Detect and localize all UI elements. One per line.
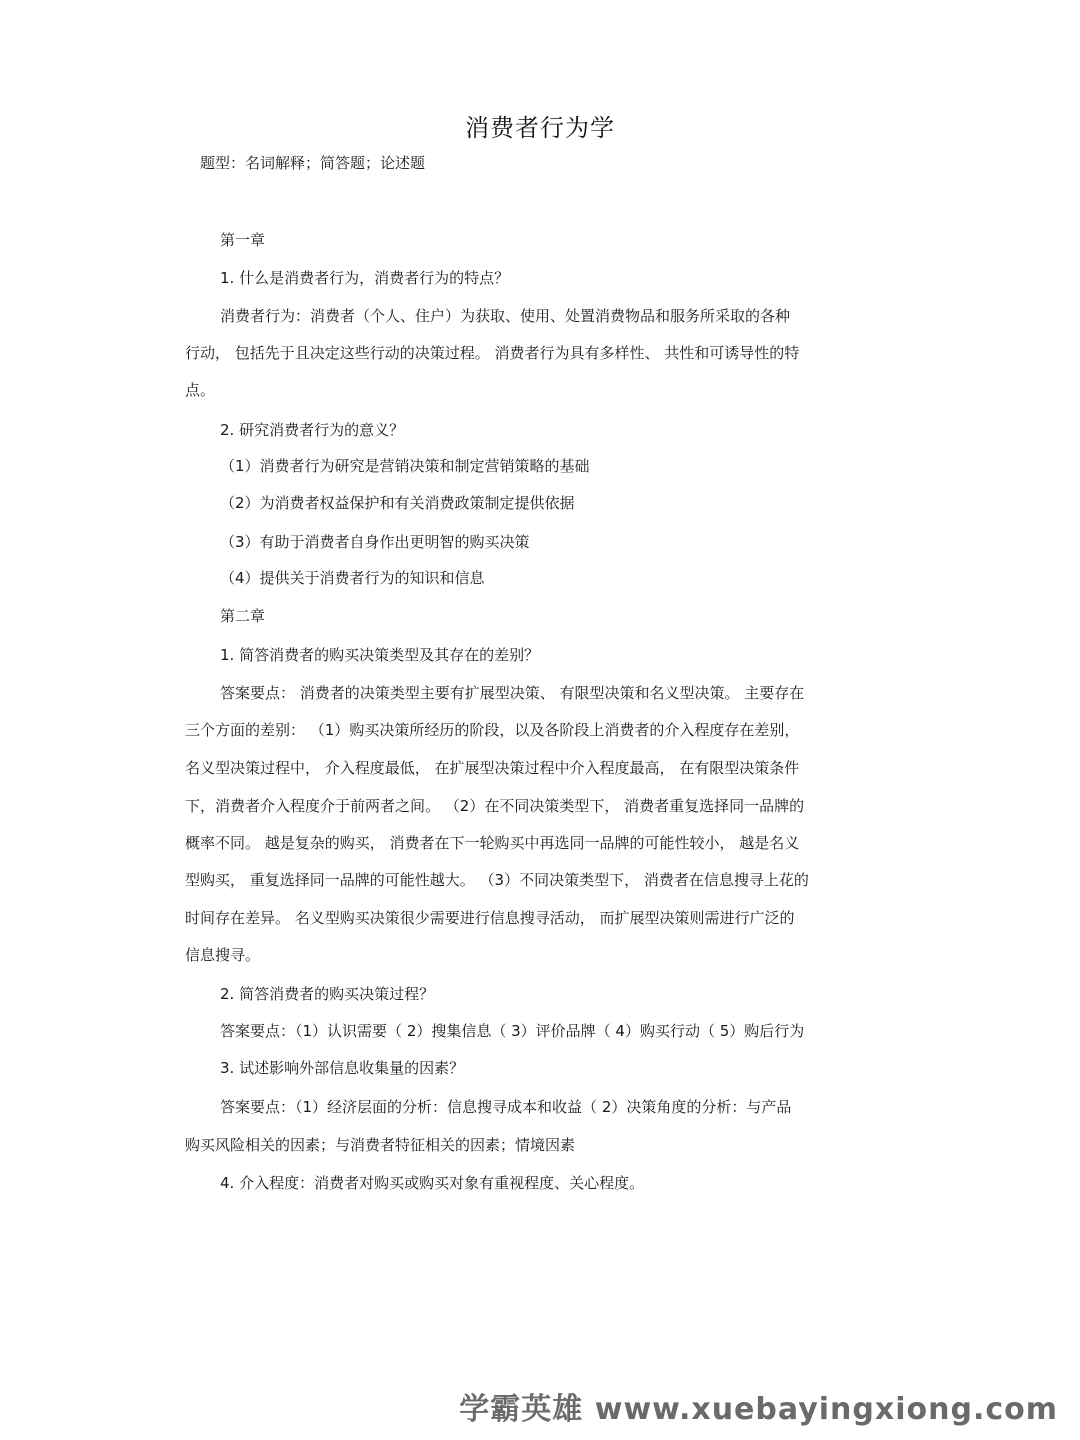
- site-watermark: 学霸英雄 www.xuebayingxiong.com: [459, 1392, 1058, 1427]
- answer-line: 三个方面的差别： （1）购买决策所经历的阶段，以及各阶段上消费者的介入程度存在差别，: [185, 721, 800, 739]
- answer-line: 名义型决策过程中， 介入程度最低， 在扩展型决策过程中介入程度最高， 在有限型决策条件: [185, 759, 800, 777]
- answer-line: 下，消费者介入程度介于前两者之间。 （2）在不同决策类型下， 消费者重复选择同一品牌的: [185, 797, 805, 815]
- answer-line: 购买风险相关的因素；与消费者特征相关的因素；情境因素: [185, 1136, 576, 1154]
- question-line: 2. 研究消费者行为的意义？: [220, 421, 405, 439]
- answer-line: 行动， 包括先于且决定这些行动的决策过程。 消费者行为具有多样性、 共性和可诱导性的特: [185, 344, 800, 362]
- list-item: （3）有助于消费者自身作出更明智的购买决策: [220, 533, 530, 551]
- question-line: 2. 简答消费者的购买决策过程？: [220, 985, 435, 1003]
- chapter-heading: 第二章: [220, 607, 266, 625]
- document-title: 消费者行为学: [465, 114, 615, 142]
- list-item: （2）为消费者权益保护和有关消费政策制定提供依据: [220, 494, 575, 512]
- list-item: （1）消费者行为研究是营销决策和制定营销策略的基础: [220, 457, 590, 475]
- answer-line: 答案要点：（1）认识需要（ 2）搜集信息（ 3）评价品牌（ 4）购买行动（ 5）购后行为: [220, 1022, 805, 1040]
- answer-line: 信息搜寻。: [185, 946, 261, 964]
- chapter-heading: 第一章: [220, 231, 266, 249]
- answer-line: 时间存在差异。 名义型购买决策很少需要进行信息搜寻活动， 而扩展型决策则需进行广泛的: [185, 909, 795, 927]
- answer-line: 点。: [185, 381, 216, 399]
- definition-line: 4. 介入程度：消费者对购买或购买对象有重视程度、关心程度。: [220, 1174, 645, 1192]
- answer-line: 型购买， 重复选择同一品牌的可能性越大。 （3）不同决策类型下， 消费者在信息搜寻上花的: [185, 871, 809, 889]
- list-item: （4）提供关于消费者行为的知识和信息: [220, 569, 485, 587]
- question-line: 1. 什么是消费者行为，消费者行为的特点？: [220, 269, 510, 287]
- question-types: 题型：名词解释；简答题；论述题: [200, 154, 426, 172]
- answer-line: 答案要点： 消费者的决策类型主要有扩展型决策、 有限型决策和名义型决策。 主要存在: [220, 684, 805, 702]
- question-line: 1. 简答消费者的购买决策类型及其存在的差别？: [220, 646, 540, 664]
- answer-line: 概率不同。 越是复杂的购买， 消费者在下一轮购买中再选同一品牌的可能性较小， 越是名义: [185, 834, 800, 852]
- answer-line: 消费者行为：消费者（个人、住户）为获取、使用、处置消费物品和服务所采取的各种: [220, 307, 791, 325]
- answer-line: 答案要点：（1）经济层面的分析：信息搜寻成本和收益（ 2）决策角度的分析：与产品: [220, 1098, 792, 1116]
- question-line: 3. 试述影响外部信息收集量的因素？: [220, 1059, 465, 1077]
